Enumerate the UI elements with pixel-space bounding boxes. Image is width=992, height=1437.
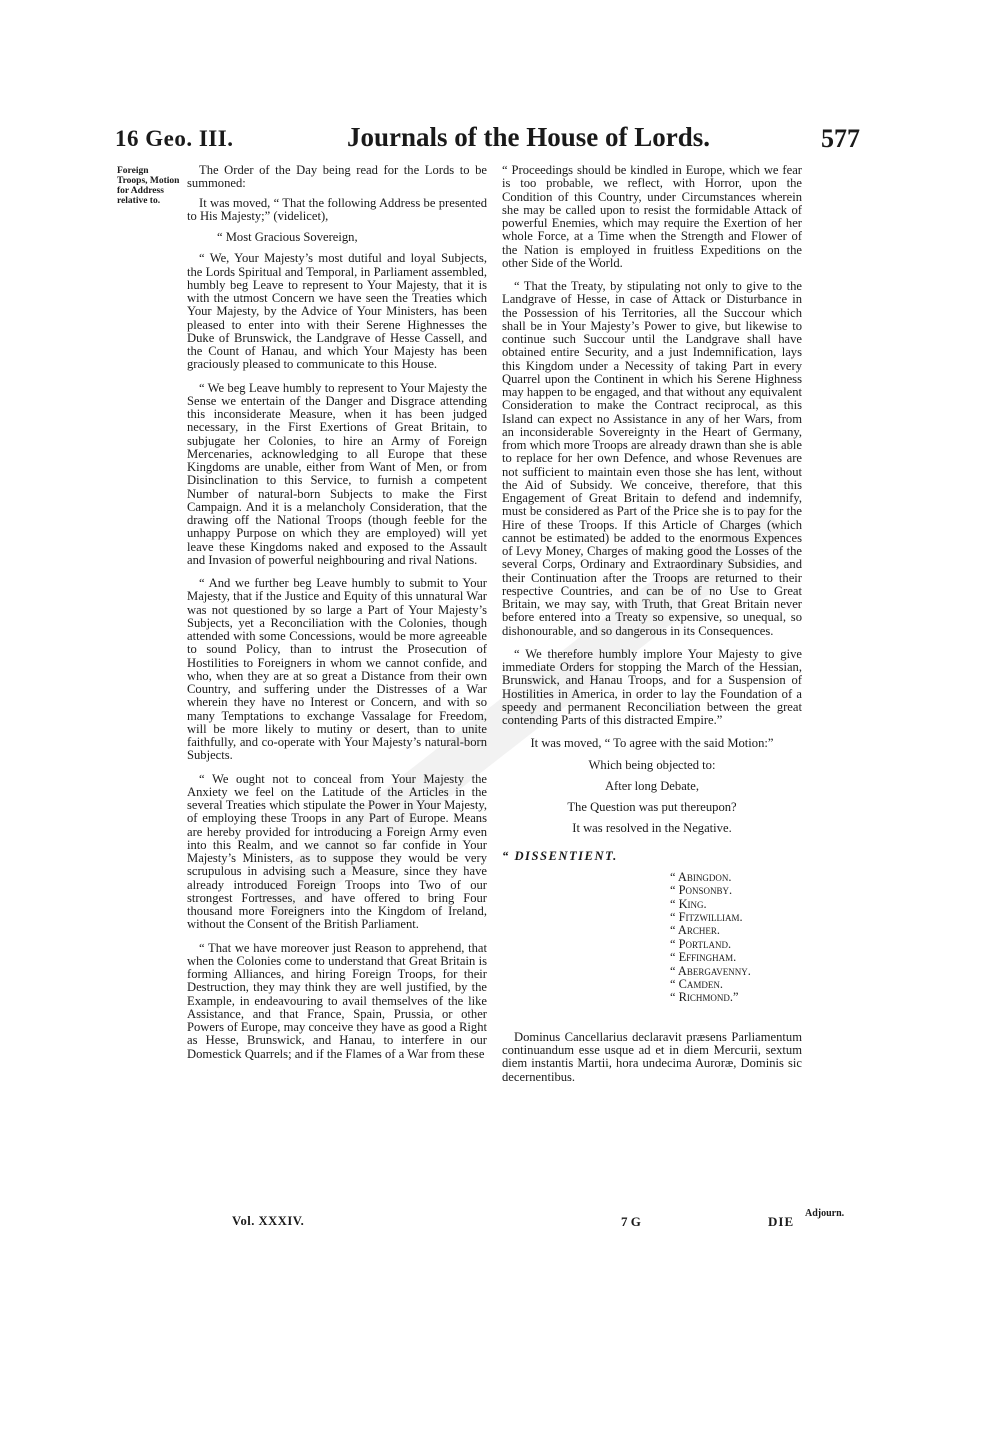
journal-title: Journals of the House of Lords. xyxy=(347,122,711,152)
list-item: “ Ponsonby. xyxy=(670,883,733,898)
list-item: “ Fitzwilliam. xyxy=(670,909,743,924)
address-paragraph-8: “ We therefore humbly implore Your Majesty to give immediate Orders for stopping the March of the Hessian, Brunswick, and Hanau Troops, and for a Suspension of Hostilities in America, in order to lay the Foundation of a speedy and permanent Reconciliation between the great contending Parts of this distracted Empire.” xyxy=(502,646,802,727)
list-item: “ Portland. xyxy=(670,936,732,951)
address-paragraph-2: “ We beg Leave humbly to represent to Your Majesty the Sense we entertain of the Danger and Disgrace attending this inconsiderate Measure, when it has been judged necessary, in the First Exertions of Great Britain, to subjugate her Colonies, to hire an Army of Foreign Mercenaries, acknowledging to all Europe that these Kingdoms are unable, either from Want of Men, or from Disinclination to this Service, to furnish a competent Number of natural-born Subjects to make the First Campaign. And it is a melancholy Consideration, that the drawing off the National Troops (though feeble for the unhappy Purpose on which they are employed) will yet leave these Kingdoms naked and exposed to the Assault and Invasion of powerful neighbouring and rival Nations. xyxy=(187,380,487,567)
page-number: 577 xyxy=(821,124,860,153)
resolved-line: It was resolved in the Negative. xyxy=(572,821,732,836)
list-item: “ Archer. xyxy=(670,923,720,938)
question-line: The Question was put thereupon? xyxy=(567,800,737,814)
address-paragraph-1: “ We, Your Majesty’s most dutiful and loyal Subjects, the Lords Spiritual and Temporal, in Parliament assembled, humbly beg Leave to represent to Your Majesty, that it is with the utmost Concern we have seen the Treaties which Your Majesty, by the Advice of Your Ministers, has been pleased to enter into with their Serene Highnesses the Duke of Brunswick, the Landgrave of Hesse Cassell, and the Count of Hanau, and which Your Majesty has been graciously pleased to communicate to this House. xyxy=(187,251,487,372)
list-item: “ Camden. xyxy=(670,977,723,991)
catchword: DIE xyxy=(768,1214,795,1229)
address-paragraph-5: “ That we have moreover just Reason to apprehend, that when the Colonies come to understand that Great Britain is forming Alliances, and hiring Foreign Troops, for their Destruction, they may think they are well justified, by the Example, in endeavouring to avail themselves of the like Assistance, and that France, Spain, Prussia, or other Powers of Europe, may conceive they have as good a Right as Hesse, Brunswick, and Hanau, to interfere in our Domestick Quarrels; and if the Flames of a War from these xyxy=(187,940,487,1061)
address-paragraph-6: “ Proceedings should be kindled in Europe, which we fear is too probable, we reflect, with Horror, upon the Condition of this Country, under Circumstances wherein she may be called upon to resist the formidable Attack of powerful Enemies, which may require the Exertion of her whole Force, at a Time when the Strength and Flower of the Nation is employed in fruitless Expeditions on the other Side of the World. xyxy=(502,163,802,270)
list-item: “ Abergavenny. xyxy=(670,963,751,978)
address-paragraph-7: “ That the Treaty, by stipulating not only to give to the Landgrave of Hesse, in case of Attack or Disturbance in the Possession of his Territories, all the Succour which shall be in Your Majesty’s Power to give, but likewise to continue such Succour until the Landgrave shall have obtained entire Security, and a just Indemnification, lays this Kingdom under a Necessity of taking Part in every Quarrel upon the Continent in which his Serene Highness may happen to be engaged, and that without any equivalent Consideration to make the Contract reciprocal, as this Island can expect no Assistance in any of her Wars, from an inconsiderable Sovereignty in the Heart of Germany, from which more Troops are already drawn than she is able to replace for her own Defence, and whose Revenues are not sufficient to maintain even those she has lent, without the Aid of Subsidy. We conceive, therefore, that this Engagement of Great Britain to defend and indemnify, must be considered as Part of the Price she is to pay for the Hire of these Troops. If this Article of Charges (which cannot be estimated) be added to the enormous Expences of Levy Money, Charges of making good the Losses of the several Corps, Ordinary and Extraordinary Subsidies, and their Continuation after the Troops are returned to their respective Countries, and can be of no Use to Great Britain, we may say, with Truth, that Great Britain never before entered into a Treaty so expensive, so unequal, so dishonourable, and so dangerous in its Consequences. xyxy=(502,279,802,638)
regnal-year: 16 Geo. III. xyxy=(115,126,234,151)
margin-note-foreign-troops: Foreign Troops, Motion for Address relative to. xyxy=(117,166,180,206)
dissenting-lords-list xyxy=(670,871,802,1005)
list-item: “ Effingham. xyxy=(670,950,737,965)
objected-line: Which being objected to: xyxy=(588,757,716,772)
address-paragraph-4: “ We ought not to conceal from Your Majesty the Anxiety we feel on the Latitude of the Articles in the several Treaties which stipulate the Power in Your Majesty, of employing these Troops in any Part of Europe. Means are hereby provided for introducing a Foreign Army even into this Realm, and we cannot so far confide in Your Majesty’s Ministers, as to suppose they would be very scrupulous in advising such a Measure, since they have already introduced Foreign Troops into Two of our strongest Fortresses, and have offered to bring Four thousand more Foreigners into the Kingdom of Ireland, without the Consent of the British Parliament. xyxy=(187,771,487,932)
address-paragraph-3: “ And we further beg Leave humbly to submit to Your Majesty, that if the Justice and Equity of this unnatural War was not questioned by so large a Part of Your Majesty’s Subjects, yet a Reconciliation with the Colonies, though attended with some Concessions, would be more agreeable to sound Policy, than to intrust the Prosecution of Hostilities to Foreigners in whom we cannot confide, and who, when they are at so great a Distance from their own Country, and suffering under the Distresses of a War wherein they have no Interest or Concern, and with so many Temptations to exchange Vassalage for Freedom, will be more likely to mutiny or desert, than to unite faithfully, and co-operate with Your Majesty’s natural-born Subjects. xyxy=(187,576,487,763)
dissentient-heading: “ DISSENTIENT. xyxy=(502,848,618,863)
agree-motion-line: It was moved, “ To agree with the said Motion:” xyxy=(530,736,774,751)
motion-paragraph: It was moved, “ That the following Address be presented to His Majesty;” (videlicet), xyxy=(187,195,487,223)
list-item: “ Abingdon. xyxy=(670,869,732,884)
volume-label: Vol. XXXIV. xyxy=(232,1214,305,1228)
margin-note-adjourn: Adjourn. xyxy=(805,1208,845,1219)
salutation: “ Most Gracious Sovereign, xyxy=(217,230,358,244)
adjournment-paragraph: Dominus Cancellarius declaravit præsens Parliamentum continuandum esse usque ad et in diem Mercurii, sextum diem instantis Martii, hora undecima Auroræ, Dominis sic decernentibus. xyxy=(502,1029,802,1084)
signature-mark: 7 G xyxy=(621,1214,641,1229)
page-header xyxy=(115,118,860,160)
list-item: “ King. xyxy=(670,896,707,911)
order-of-day-paragraph: The Order of the Day being read for the Lords to be summoned: xyxy=(187,163,487,191)
list-item: “ Richmond.” xyxy=(670,990,739,1005)
left-column xyxy=(187,164,487,1071)
debate-line: After long Debate, xyxy=(604,778,700,793)
